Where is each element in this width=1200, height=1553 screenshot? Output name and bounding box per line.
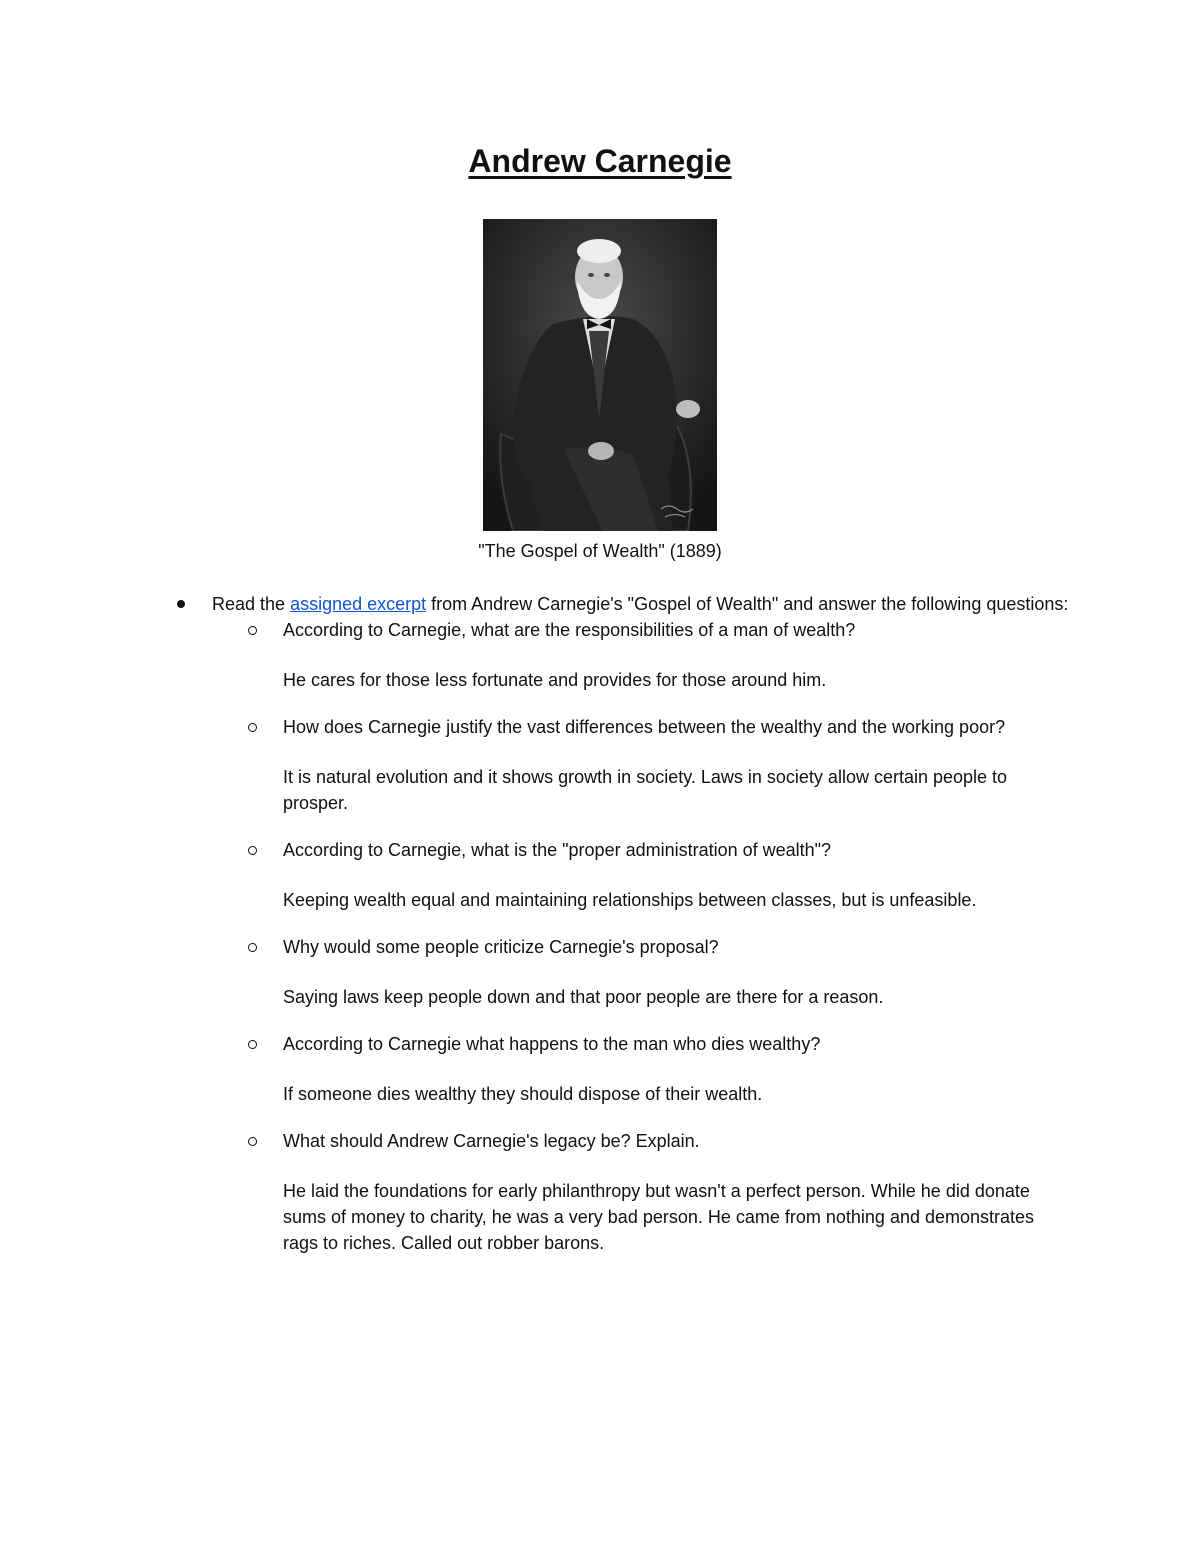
assigned-excerpt-link[interactable]: assigned excerpt <box>290 594 427 614</box>
answer-text: It is natural evolution and it shows growth in society. Laws in society allow certain people to prosper. <box>283 767 1008 813</box>
bullet-circle-icon <box>248 846 257 855</box>
question-item <box>0 934 1053 1010</box>
bullet-circle-icon <box>248 1137 257 1146</box>
question-text: According to Carnegie what happens to the man who dies wealthy? <box>283 1034 821 1054</box>
question-item <box>0 714 1053 816</box>
intro-suffix: from Andrew Carnegie's "Gospel of Wealth" and answer the following questions: <box>426 594 1069 614</box>
question-text: According to Carnegie, what is the "proper administration of wealth"? <box>283 840 832 860</box>
question-item <box>0 617 1053 693</box>
portrait-photo <box>483 219 717 531</box>
answer-text: Saying laws keep people down and that poor people are there for a reason. <box>283 987 884 1007</box>
document-title: Andrew Carnegie <box>468 143 732 179</box>
question-item <box>0 1128 1053 1256</box>
bullet-circle-icon <box>248 626 257 635</box>
answer-text: He laid the foundations for early philanthropy but wasn't a perfect person. While he did donate sums of money to charity, he was a very bad person. He came from nothing and demonstrates rags to riches. Called out robber barons. <box>283 1181 1035 1253</box>
question-text: How does Carnegie justify the vast differences between the wealthy and the working poor? <box>283 717 1006 737</box>
bullet-disc-icon <box>177 600 185 608</box>
image-caption: "The Gospel of Wealth" (1889) <box>478 541 722 561</box>
intro-prefix: Read the <box>212 594 291 614</box>
answer-text: If someone dies wealthy they should dispose of their wealth. <box>283 1084 763 1104</box>
assignment-content <box>0 591 1200 1277</box>
intro-list-item <box>0 591 1072 617</box>
bullet-circle-icon <box>248 1040 257 1049</box>
question-text: What should Andrew Carnegie's legacy be? Explain. <box>283 1131 700 1151</box>
answer-text: He cares for those less fortunate and provides for those around him. <box>283 670 827 690</box>
bullet-circle-icon <box>248 943 257 952</box>
question-list <box>0 617 1200 1256</box>
question-text: According to Carnegie, what are the responsibilities of a man of wealth? <box>283 620 856 640</box>
bullet-circle-icon <box>248 723 257 732</box>
question-item <box>0 1031 1053 1107</box>
question-text: Why would some people criticize Carnegie's proposal? <box>283 937 719 957</box>
answer-text: Keeping wealth equal and maintaining relationships between classes, but is unfeasible. <box>283 890 977 910</box>
question-item <box>0 837 1053 913</box>
